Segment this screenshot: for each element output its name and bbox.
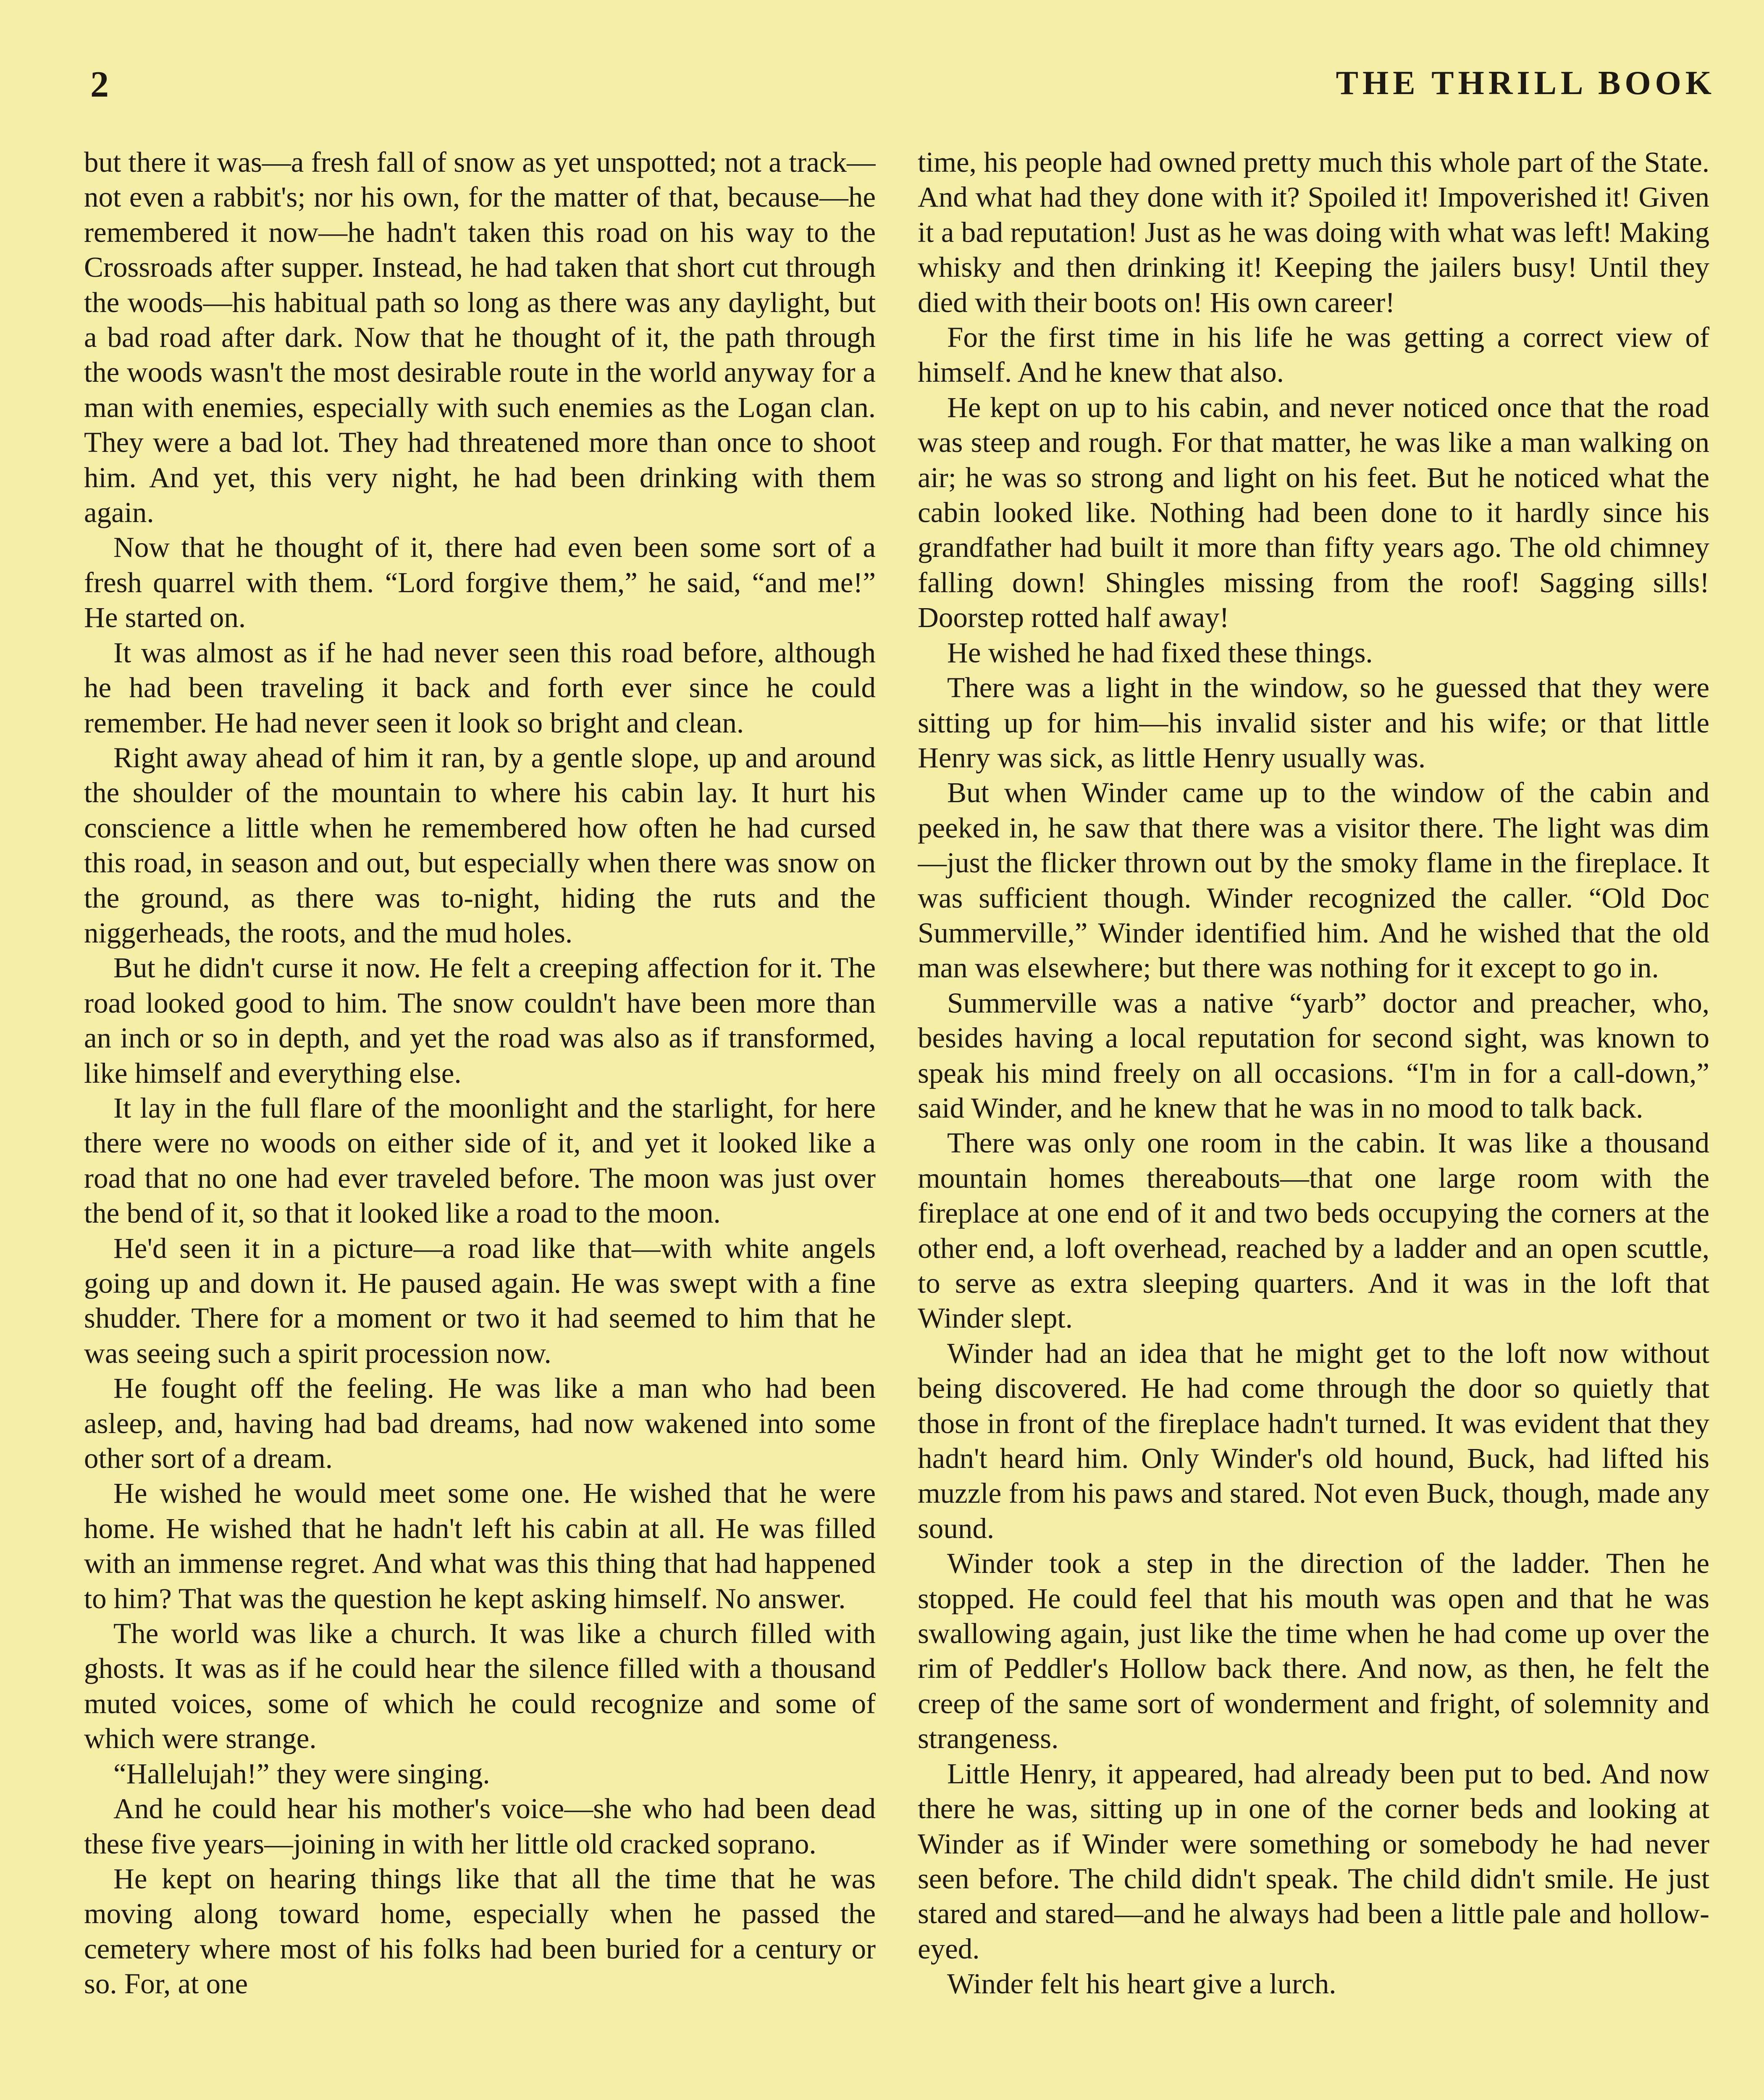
paragraph: But he didn't curse it now. He felt a creeping affection for it. The road looked good to him. The snow couldn't have been more than an inch or so in depth, and yet the road was also as if transformed, like himself and everything else. <box>84 952 876 1089</box>
paragraph: The world was like a church. It was like a church filled with ghosts. It was as if he could hear the silence filled with a thousand muted voices, some of which he could recognize and some of which were strange. <box>84 1617 876 1755</box>
paragraph: He kept on hearing things like that all the time that he was moving along toward home, especially when he passed the cemetery where most of his folks had been buried for a century or so. For, at one <box>84 1862 876 2000</box>
paragraph: “Hallelujah!” they were singing. <box>113 1757 490 1790</box>
paragraph: Winder took a step in the direction of the ladder. Then he stopped. He could feel that his mouth was open and that he was swallowing again, just like the time when he had come up over the rim of Peddler's Hollow back there. And now, as then, he felt the creep of the same sort of wonderment and fright, of solemnity and strangeness. <box>918 1547 1709 1755</box>
paragraph: He kept on up to his cabin, and never noticed once that the road was steep and rough. For that matter, he was like a man walking on air; he was so strong and light on his feet. But he noticed what the cabin looked like. Nothing had been done to it hardly since his grandfather had built it more than fifty years ago. The old chimney falling down! Shingles missing from the roof! Sagging sills! Doorstep rotted half away! <box>918 391 1709 634</box>
paragraph: but there it was—a fresh fall of snow as yet unspotted; not a track—not even a rabbit's; nor his own, for the matter of that, because—he remembered it now—he hadn't taken this road on his way to the Crossroads after supper. Instead, he had taken that short cut through the woods—his habitual path so long as there was any daylight, but a bad road after dark. Now that he thought of it, the path through the woods wasn't the most desirable route in the world anyway for a man with enemies, especially with such enemies as the Logan clan. They were a bad lot. They had threatened more than once to shoot him. And yet, this very night, he had been drinking with them again. <box>84 146 876 529</box>
paragraph: Little Henry, it appeared, had already been put to bed. And now there he was, sitting up in one of the corner beds and looking at Winder as if Winder were something or somebody he had never seen before. The child didn't speak. The child didn't smile. He just stared and stared—and he always had been a little pale and hollow-eyed. <box>918 1757 1709 1965</box>
paragraph: Winder felt his heart give a lurch. <box>947 1968 1336 2000</box>
paragraph: Now that he thought of it, there had even been some sort of a fresh quarrel with them. “Lord forgive them,” he said, “and me!” He started on. <box>84 531 876 634</box>
paragraph: time, his people had owned pretty much this whole part of the State. And what had they done with it? Spoiled it! Impoverished it! Given it a bad reputation! Just as he was doing with what was left! Making whisky and then drinking it! Keeping the jailers busy! Until they died with their boots on! His own career! <box>918 146 1709 318</box>
paragraph: It was almost as if he had never seen this road before, although he had been traveling it back and forth ever since he could remember. He had never seen it look so bright and clean. <box>84 636 876 739</box>
right-text-column <box>918 145 1709 2100</box>
paragraph: But when Winder came up to the window of the cabin and peeked in, he saw that there was a visitor there. The light was dim—just the flicker thrown out by the smoky flame in the fireplace. It was sufficient though. Winder recognized the caller. “Old Doc Summerville,” Winder identified him. And he wished that the old man was elsewhere; but there was nothing for it except to go in. <box>918 777 1709 984</box>
paragraph: There was only one room in the cabin. It was like a thousand mountain homes thereabouts—that one large room with the fireplace at one end of it and two beds occupying the corners at the other end, a loft overhead, reached by a ladder and an open scuttle, to serve as extra sleeping quarters. And it was in the loft that Winder slept. <box>918 1127 1709 1334</box>
paragraph: He wished he had fixed these things. <box>947 636 1373 669</box>
paragraph: It lay in the full flare of the moonlight and the starlight, for here there were no woods on either side of it, and yet it looked like a road that no one had ever traveled before. The moon was just over the bend of it, so that it looked like a road to the moon. <box>84 1092 876 1229</box>
running-title: THE THRILL BOOK <box>1336 65 1716 102</box>
page-number: 2 <box>90 64 109 105</box>
paragraph: And he could hear his mother's voice—she who had been dead these five years—joining in with her little old cracked soprano. <box>84 1793 876 1860</box>
paragraph: Right away ahead of him it ran, by a gentle slope, up and around the shoulder of the mountain to where his cabin lay. It hurt his conscience a little when he remembered how often he had cursed this road, in season and out, but especially when there was snow on the ground, as there was to-night, hiding the ruts and the niggerheads, the roots, and the mud holes. <box>84 741 876 949</box>
paragraph: He'd seen it in a picture—a road like that—with white angels going up and down it. He paused again. He was swept with a fine shudder. There for a moment or two it had seemed to him that he was seeing such a spirit procession now. <box>84 1232 876 1369</box>
left-text-column <box>84 145 876 2100</box>
paragraph: For the first time in his life he was getting a correct view of himself. And he knew that also. <box>918 321 1709 388</box>
paragraph: He fought off the feeling. He was like a man who had been asleep, and, having had bad dreams, had now wakened into some other sort of a dream. <box>84 1372 876 1475</box>
paragraph: Summerville was a native “yarb” doctor and preacher, who, besides having a local reputation for second sight, was known to speak his mind freely on all occasions. “I'm in for a call-down,” said Winder, and he knew that he was in no mood to talk back. <box>918 987 1709 1124</box>
paragraph: He wished he would meet some one. He wished that he were home. He wished that he hadn't left his cabin at all. He was filled with an immense regret. And what was this thing that had happened to him? That was the question he kept asking himself. No answer. <box>84 1477 876 1614</box>
paragraph: Winder had an idea that he might get to the loft now without being discovered. He had come through the door so quietly that those in front of the fireplace hadn't turned. It was evident that they hadn't heard him. Only Winder's old hound, Buck, had lifted his muzzle from his paws and stared. Not even Buck, though, made any sound. <box>918 1337 1709 1544</box>
paragraph: There was a light in the window, so he guessed that they were sitting up for him—his invalid sister and his wife; or that little Henry was sick, as little Henry usually was. <box>918 672 1709 774</box>
